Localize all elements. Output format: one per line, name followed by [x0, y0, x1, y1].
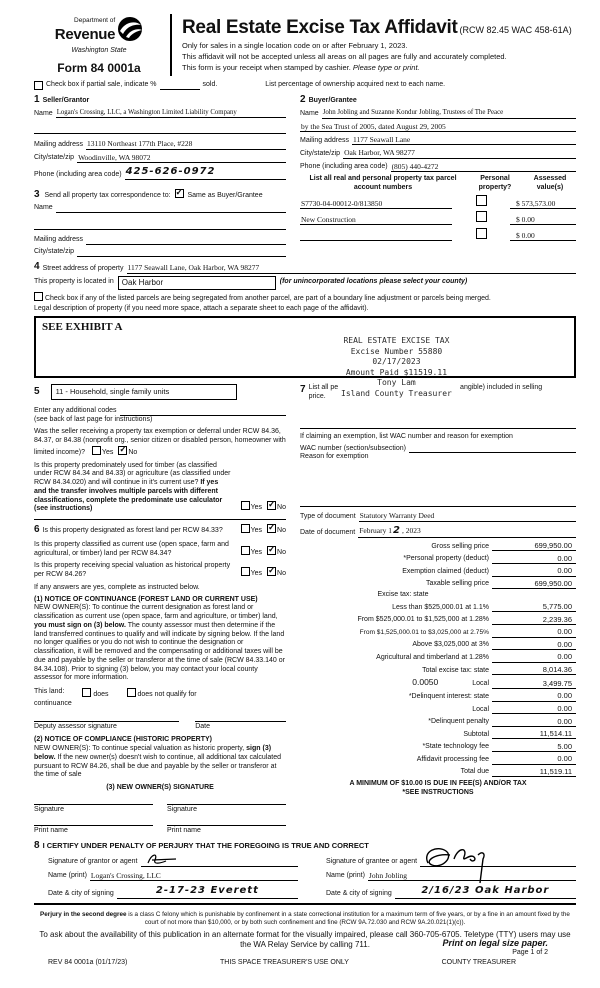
form-number: Form 84 0001a: [57, 60, 141, 75]
historic-no-checkbox[interactable]: [267, 567, 276, 576]
legal-description-label: Legal description of property (if you need more space, attach a separate sheet to each page of the affidavit).: [34, 305, 369, 313]
additional-codes-field[interactable]: [120, 407, 287, 416]
section7-number: 7: [300, 384, 306, 396]
washington-state-label: Washington State: [71, 46, 127, 54]
grantor-signature: [142, 851, 182, 869]
total-excise-state-value[interactable]: 8,014.36: [492, 665, 576, 675]
correspondence-city-field[interactable]: [77, 248, 286, 257]
notice2-body: NEW OWNER(S): To continue special valuation as historic property, sign (3) below. If the new owner(s) doesn't wish to continue, all additional tax calculated pursuant to RCW 84.26, shall be due and payable by the seller or transferor at the time of sale: [34, 745, 281, 779]
does-qualify-checkbox[interactable]: [82, 688, 91, 697]
continuance-label: continuance: [34, 699, 72, 707]
section3-label: Send all property tax correspondence to:: [44, 191, 171, 199]
section6-number: 6: [34, 524, 40, 536]
page-title: Real Estate Excise Tax Affidavit: [182, 17, 458, 38]
buyer-phone-field[interactable]: (805) 440-4272: [391, 162, 576, 172]
segregated-label: Check box if any of the listed parcels are being segregated from another parcel, are part of a boundary line adjustment or parcels being merged.: [44, 294, 491, 302]
grantee-name-field[interactable]: John Jobling: [368, 871, 576, 881]
minimum-due-note: A MINIMUM OF $10.00 IS DUE IN FEE(S) AND/OR TAX: [349, 780, 527, 788]
seller-mailing-field[interactable]: 13110 Northeast 177th Place, #228: [86, 139, 286, 149]
parcel-row: [300, 211, 576, 225]
personal-property-col-header: Personal property?: [478, 175, 512, 191]
new-owner-printname-field-2[interactable]: Print name: [167, 825, 286, 836]
buyer-city-field[interactable]: Oak Harbor, WA 98277: [343, 148, 576, 158]
total-due-value[interactable]: 11,519.11: [492, 767, 576, 777]
historic-yes-checkbox[interactable]: [241, 567, 250, 576]
partial-sale-label: Check box if partial sale, indicate %: [46, 80, 157, 88]
parcel-row: [300, 195, 576, 209]
header-note-3: This form is your receipt when stamped by cashier. Please type or print.: [182, 63, 420, 72]
personal-property-checkbox[interactable]: [476, 195, 487, 206]
tier4-tax-value[interactable]: 0.00: [492, 640, 576, 650]
dor-logo-icon: [117, 16, 143, 46]
parcel-row: [300, 228, 576, 242]
assessed-value-field[interactable]: $ 573,573.00: [510, 199, 576, 209]
correspondence-name2-field[interactable]: [34, 221, 286, 230]
personal-property-checkbox[interactable]: [476, 211, 487, 222]
forest-no-checkbox[interactable]: [267, 524, 276, 533]
ownership-note: List percentage of ownership acquired next to each name.: [265, 80, 446, 88]
assessed-value-field[interactable]: $ 0.00: [510, 231, 576, 241]
located-in-select[interactable]: Oak Harbor: [118, 276, 276, 290]
personal-property-checkbox[interactable]: [476, 228, 487, 239]
seller-name-extra-field[interactable]: [34, 125, 286, 134]
new-owner-signature-field-2[interactable]: Signature: [167, 804, 286, 815]
exemption-no-checkbox[interactable]: [118, 446, 127, 455]
subtotal-value[interactable]: 11,514.11: [492, 729, 576, 739]
additional-codes-label: Enter any additional codes: [34, 406, 117, 414]
buyer-name-field-line2[interactable]: by the Sea Trust of 2005, dated August 29, 2005: [300, 122, 576, 132]
certify-statement: I CERTIFY UNDER PENALTY OF PERJURY THAT THE FOREGOING IS TRUE AND CORRECT: [42, 841, 369, 851]
wac-number-field[interactable]: [409, 444, 576, 453]
reet-affidavit-form: Department of Revenue Washington State Form 84 0001a Real Estate Excise Tax Affidavit (RCW 82.45 WAC 458-61A) Only for sales in a single location code on or after February 1, 2023. This affidavit will not be accepted unless all areas on all pages are fully and accurately completed. This form is your receipt when stamped by cashier. Please type or print. Check box if partial sale, indicate % sold. List percentage of ownership acquired next to each name. 1 Seller/Grantor Name Logan's Crossing, LLC, a Washington Limited Liability Company Mailing address 13110 Northeast 177th Place, #228 City/state/zip Woodinville, WA 98072 Phone (including area code) 425-626-0972 3 Send all property tax correspondence to: ✓ Same as Buyer/Grantee Name Mailing address City/state/zip 2 Buyer/Grantee Name John Jobling and Suzanne Kondur Jobling, Trustees of The Peace by the Sea Trust of 2005, dated August 29, 2005 Mailing address 1177 Seawall Lane City/state/zip Oak Harbor, WA 98277 Phone (including area code) (805) 440-4272 List all real and personal property tax parcel account numbers Personal property? Assessed value(s) S7730-04-00012-0/813850 $ 573,573.00 New Construction $ 0.00 $ 0.00 4 Street address of property 1177 Seawall Lane, Oak Harbor, WA 98277 This property is located in Oak Harbor (for unincorporated locations please select your county) Check box if any of the listed parcels are being segregated from another parcel, are part of a boundary line adjustment or parcels being merged. Legal description of property (if you need more space, attach a separate sheet to each page of the affidavit). SEE EXHIBIT A REAL ESTATE EXCISE TAX Excise Number 55880 02/17/2023 Amount Paid $11519.11 Tony Lam Island County Treasurer 5 11 - Household, single family units Enter any additional codes (see back of last page for instructions) Was the seller receiving a property tax exemption or deferral under RCW 84.36, 84.37, or 84.38 (nonprofit org., senior citizen or disabled person, homeowner with limited income)? Yes ✓ No Is this property predominately used for timber (as classified under RCW 84.34 and 84.33) or agriculture (as classified under RCW 84.34.020) and will continue in it's current use? If yes and the transfer involves multiple parcels with different classifications, complete the predominate use calculator (see instructions) Yes ✓ No 6 Is this property designated as forest land per RCW 84.33? Yes ✓ No Is this property classified as current use (open space, farm and agricultural, or timber) land per RCW 84.34? Yes ✓ No Is this property receiving special valuation as historical property per RCW 84.26? Yes ✓ No If any answers are yes, complete as instructed below. (1) NOTICE OF CONTINUANCE (FOREST LAND OR CURRENT USE) NEW OWNER(S): To continue the current designation as forest land or classification as current use (open space, farm and agriculture, or timber) land, you must sign on (3) below. The county assessor must then determine if the land transferred continues to qualify and will indicate by signing below. If the land no longer qualifies or you do not wish to continue the designation or classification, it will be removed and the compensating or additional taxes will be due and payable by the seller or transferor at the time of sale (RCW 84.33.140 or 84.34.108). Prior to signing (3) below, you may contact your local county assessor for more information. This land: does does not qualify for continuance Deputy assessor signature Date (2) NOTICE OF COMPLIANCE (HISTORIC PROPERTY) NEW OWNER(S): To continue special valuation as historic property, sign (3) below. If the new owner(s) doesn't wish to continue, all additional tax calculated pursuant to RCW 84.26, shall be due and payable by the seller or transferor at the time of sale (3) NEW OWNER(S) SIGNATURE Signature Signature Print name Print name 7 List all pe angible) included in selling price. If claiming an exemption, list WAC number and reason for exemption WAC number (section/subsection) Reason for exemption Type of document Statutory Warranty Deed Date of document February 12, 2023 Gross selling price 699,950.00 *Personal property (deduct) 0.00 Exemption claimed (deduct) 0.00 Taxable selling price 699,950.00 Excise tax: state Less than $525,000.01 at 1.1% 5,775.00 From $525,000.01 to $1,525,000 at 1.28% 2,239.36 From $1,525,000.01 to $3,025,000 at 2.75% 0.00 Above $3,025,000 at 3% 0.00 Agricultural and timberland at 1.28% 0.00 Total excise tax: state 8,014.36 0.0050 Local 3,499.75 *Delinquent interest: state 0.00 Local 0.00 *Delinquent penalty 0.00 Subtotal 11,514.11 *State technology fee 5.00 Affidavit processing fee 0.00 Total due 11,519.11 A MINIMUM OF $10.00 IS DUE IN FEE(S) AND/OR TAX *SEE INSTRUCTIONS 8 I CERTIFY UNDER PENALTY OF PERJURY THAT THE FOREGOING IS TRUE AND CORRECT Signature of grantor or agent Name (print) Logan's Crossing, LLC Date & city of signing 2-17-23 Everett Signature of grantee or agent Name (print) John Jobling Date & city of signing 2/16/23 Oak Harbor Perjury in the second degree is a class C felony which is punishable by confinement in a state correctional institution for a maximum term of five years, or by a fine in an amount fixed by the court of not more than $10,000, or by both such confinement and fine (RCW 9A.72.030 and RCW 9A.20.021(1)(c)). To ask about the availability of this publication in an alternate format for the visually impaired, please call 360-705-6705. Teletype (TTY) users may use the WA Relay Service by calling 711. REV 84 0001a (01/17/23) THIS SPACE TREASURER'S USE ONLY COUNTY TREASURER Print on legal size paper. Page 1 of 2: [0, 0, 600, 988]
timber-question: Is this property predominately used for timber (as classified under RCW 84.34 and 84.33) or agriculture (as classified under RCW 84.34.020) and will continue in it's current use? If yes and the transfer involves multiple parcels with different classifications, complete the predominate use calculator (see instructions): [34, 461, 231, 513]
current-use-no-checkbox[interactable]: [267, 546, 276, 555]
grantor-name-field[interactable]: Logan's Crossing, LLC: [90, 871, 298, 881]
forest-land-question: Is this property designated as forest land per RCW 84.33?: [42, 527, 223, 535]
seller-name-field[interactable]: Logan's Crossing, LLC, a Washington Limited Liability Company: [56, 109, 286, 118]
form-header: [34, 14, 576, 76]
if-any-note: If any answers are yes, complete as instructed below.: [34, 583, 200, 591]
exemption-claimed-value[interactable]: 0.00: [492, 566, 576, 576]
wac-number-label: WAC number (section/subsection): [300, 444, 406, 452]
tax-computation: Gross selling price 699,950.00 *Personal property (deduct) 0.00 Exemption claimed (deduct) 0.00 Taxable selling price 699,950.00 Excise tax: state Less than $525,000.01 at 1.1% 5,775.00 From $525,000.01 to $1,525,000 at 1.28% 2,239.36 From $1,525,000.01 to $3,025,000 at 2.75% 0.00 Above $3,025,000 at 3% 0.00 Agricultural and timberland at 1.28% 0.00 Total excise tax: state 8,014.36 0.0050 Local 3,499.75 *Delinquent interest: state 0.00 Local 0.00 *Delinquent penalty 0.00 Subtotal 11,514.11 *State technology fee 5.00 Affidavit processing fee 0.00 Total due 11,519.11: [300, 541, 576, 777]
exemption-yes-checkbox[interactable]: [92, 446, 101, 455]
personal-property-list-label-line2: price.: [308, 392, 326, 400]
tier2-tax-value[interactable]: 2,239.36: [492, 615, 576, 625]
this-land-label: This land:: [34, 688, 65, 696]
segregated-checkbox[interactable]: [34, 292, 43, 301]
tier1-tax-value[interactable]: 5,775.00: [492, 602, 576, 612]
historic-question: Is this property receiving special valuation as historical property per RCW 84.26?: [34, 562, 231, 579]
current-use-yes-checkbox[interactable]: [241, 546, 250, 555]
perjury-note: Perjury in the second degree is a class C felony which is punishable by confinement in a state correctional institution for a maximum term of five years, or by a fine in an amount fixed by the court of not more than $10,000, or by both such confinement and fine (RCW 9A.72.030 and RCW 9A.20.021(1)(c)).: [40, 910, 570, 926]
legal-description-text: SEE EXHIBIT A: [42, 321, 123, 334]
parcel-number-field[interactable]: [300, 231, 452, 241]
reason-for-exemption-label: Reason for exemption: [300, 453, 369, 461]
notice1-title: (1) NOTICE OF CONTINUANCE (FOREST LAND OR CURRENT USE): [34, 595, 258, 603]
delinquent-interest-local-value[interactable]: 0.00: [492, 704, 576, 714]
dept-of-label: Department of: [74, 17, 116, 25]
delinquent-penalty-value[interactable]: 0.00: [492, 717, 576, 727]
located-in-note: (for unincorporated locations please select your county): [279, 278, 468, 286]
dor-logo-block: [34, 14, 172, 76]
type-of-document-label: Type of document: [300, 512, 356, 520]
revenue-label: Revenue: [54, 25, 116, 43]
section1-number: 1: [34, 93, 40, 105]
new-owners-signature-title: (3) NEW OWNER(S) SIGNATURE: [106, 784, 214, 792]
agricultural-tax-value[interactable]: 0.00: [492, 652, 576, 662]
delinquent-interest-state-value[interactable]: 0.00: [492, 691, 576, 701]
date-of-document-hand[interactable]: 2: [392, 524, 401, 536]
land-use-code-field[interactable]: 11 - Household, single family units: [51, 384, 237, 399]
header-note-2: This affidavit will not be accepted unless all areas on all pages are fully and accurately completed.: [182, 52, 507, 62]
section5-number: 5: [34, 385, 40, 397]
tier3-tax-value[interactable]: 0.00: [492, 627, 576, 637]
current-use-question: Is this property classified as current use (open space, farm and agricultural, or timber) land per RCW 84.34?: [34, 540, 229, 557]
timber-yes-checkbox[interactable]: [241, 501, 250, 510]
page-indicator: Page 1 of 2: [512, 949, 548, 957]
grantor-date-city-field[interactable]: 2-17-23 Everett: [117, 885, 298, 899]
parcel-number-field[interactable]: New Construction: [300, 215, 452, 225]
same-as-buyer-label: Same as Buyer/Grantee: [187, 191, 263, 199]
street-address-label: Street address of property: [42, 264, 124, 272]
deputy-date-field[interactable]: Date: [195, 721, 286, 732]
date-of-document-label: Date of document: [300, 529, 356, 537]
partial-sale-percent-field[interactable]: [160, 89, 200, 90]
section1-title: Seller/Grantor: [42, 96, 90, 104]
section4-number: 4: [34, 261, 40, 273]
seller-city-field[interactable]: Woodinville, WA 98072: [77, 153, 286, 163]
located-in-label: This property is located in: [34, 278, 114, 286]
local-rate: 0.0050: [412, 677, 439, 688]
street-address-field[interactable]: 1177 Seawall Lane, Oak Harbor, WA 98277: [127, 263, 577, 273]
affidavit-processing-fee-value[interactable]: 0.00: [492, 754, 576, 764]
excise-tax-state-header: Excise tax: state: [377, 591, 429, 599]
see-back-note: (see back of last page for instructions): [34, 415, 153, 423]
grantee-date-city-field[interactable]: 2/16/23 Oak Harbor: [395, 885, 576, 899]
assessed-value-col-header: Assessed value(s): [533, 175, 567, 191]
assessed-value-field[interactable]: $ 0.00: [510, 215, 576, 225]
revision-label: REV 84 0001a (01/17/23): [48, 959, 128, 967]
section2-number: 2: [300, 93, 306, 105]
county-treasurer-label: COUNTY TREASURER: [441, 959, 516, 967]
section2-title: Buyer/Grantee: [308, 96, 357, 104]
print-note: Print on legal size paper. Page 1 of 2: [442, 938, 548, 957]
type-of-document-field[interactable]: Statutory Warranty Deed: [359, 511, 576, 521]
rcw-reference: (RCW 82.45 WAC 458-61A): [459, 25, 572, 35]
section3-number: 3: [34, 188, 40, 200]
exemption-claim-note: If claiming an exemption, list WAC number and reason for exemption: [300, 432, 513, 440]
partial-sale-checkbox[interactable]: [34, 81, 43, 90]
partial-sold-label: sold.: [202, 80, 218, 88]
does-not-qualify-checkbox[interactable]: [127, 688, 136, 697]
header-note-1: Only for sales in a single location code on or after February 1, 2023.: [182, 41, 408, 51]
timber-no-checkbox[interactable]: [267, 501, 276, 510]
grantee-signature: [420, 843, 530, 885]
parcel-col-header: List all real and personal property tax parcel account numbers: [309, 175, 457, 191]
personal-property-list-label-left: List all pe: [308, 384, 339, 392]
new-owner-printname-field-1[interactable]: Print name: [34, 825, 153, 836]
parcel-number-field[interactable]: S7730-04-00012-0/813850: [300, 199, 452, 209]
parcel-table: [300, 175, 576, 241]
treasurer-space-label: THIS SPACE TREASURER'S USE ONLY: [220, 959, 349, 967]
alternate-format-note: To ask about the availability of this publication in an alternate format for the visually impaired, please call 360-705-6705. Teletype (TTY) users may use the WA Relay Service by calling 711.: [39, 930, 571, 950]
notice1-body: NEW OWNER(S): To continue the current designation as forest land or classification as current use (open space, farm and agriculture, or timber) land, you must sign on (3) below. The county assessor must then determine if the land transferred continues to qualify and will indicate by signing below. If the land no longer qualifies or you do not wish to continue the designation or classification, it will be removed and the compensating or additional taxes will be due and payable by the seller or transferor at the time of sale (RCW 84.33.140 or 84.34.108). Prior to signing (3) below, you may contact your local county assessor for more information.: [34, 604, 285, 682]
same-as-buyer-checkbox[interactable]: [175, 189, 184, 198]
seller-exemption-question: Was the seller receiving a property tax exemption or deferral under RCW 84.36, 84.37, or 84.38 (nonprofit org., senior citizen or disabled person, homeowner with limited income)?: [34, 428, 286, 456]
state-technology-fee-value[interactable]: 5.00: [492, 742, 576, 752]
gross-selling-price-value[interactable]: 699,950.00: [492, 541, 576, 551]
personal-property-deduct-value[interactable]: 0.00: [492, 554, 576, 564]
local-tax-value[interactable]: 3,499.75: [492, 679, 576, 689]
correspondence-name-field[interactable]: [56, 204, 286, 213]
buyer-name-field[interactable]: John Jobling and Suzanne Kondur Jobling, Trustees of The Peace: [322, 109, 576, 119]
forest-yes-checkbox[interactable]: [241, 524, 250, 533]
seller-phone-field[interactable]: 425-626-0972: [125, 166, 286, 180]
buyer-mailing-field[interactable]: 1177 Seawall Lane: [352, 135, 576, 145]
taxable-selling-price-value[interactable]: 699,950.00: [492, 579, 576, 589]
section8-number: 8: [34, 840, 40, 852]
new-owner-signature-field-1[interactable]: Signature: [34, 804, 153, 815]
correspondence-mailing-field[interactable]: [86, 236, 286, 245]
notice2-title: (2) NOTICE OF COMPLIANCE (HISTORIC PROPERTY): [34, 736, 212, 744]
see-instructions-note: *SEE INSTRUCTIONS: [402, 788, 474, 796]
treasurer-stamp: REAL ESTATE EXCISE TAX Excise Number 55880 02/17/2023 Amount Paid $11519.11 Tony Lam Island County Treasurer: [341, 336, 452, 398]
personal-property-list-label-right: angible) included in selling: [460, 384, 543, 392]
deputy-assessor-signature-field[interactable]: Deputy assessor signature: [34, 721, 179, 732]
